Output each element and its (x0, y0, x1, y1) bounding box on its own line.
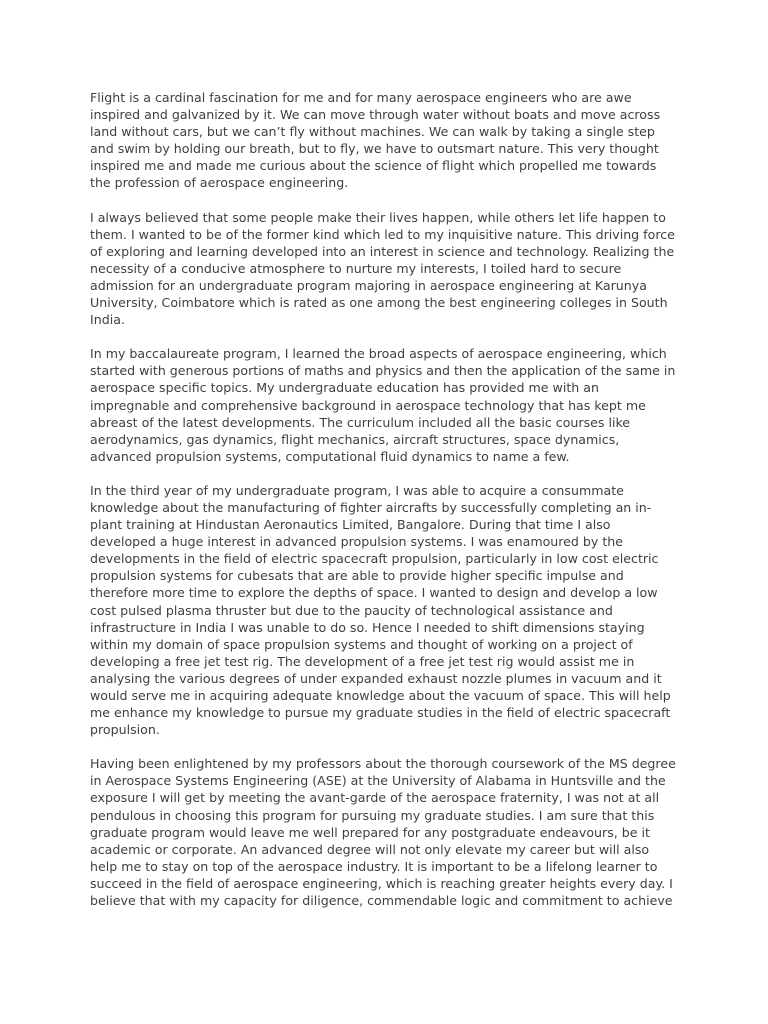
paragraph-5: Having been enlightened by my professors about the thorough coursework of the MS degree in Aerospace Systems Engineering (ASE) at the University of Alabama in Huntsville and the exposure I will get by meeting the avant-garde of the aerospace fraternity, I was not at all pendulous in choosing this program for pursuing my graduate studies. I am sure that this graduate program would leave me well prepared for any postgraduate endeavours, be it academic or corporate. An advanced degree will not only elevate my career but will also help me to stay on top of the aerospace industry. It is important to be a lifelong learner to succeed in the field of aerospace engineering, which is reaching greater heights every day. I believe that with my capacity for diligence, commendable logic and commitment to achieve (90, 756, 676, 909)
paragraph-3: In my baccalaureate program, I learned the broad aspects of aerospace engineering, which started with generous portions of maths and physics and then the application of the same in aerospace specific topics. My undergraduate education has provided me with an impregnable and comprehensive background in aerospace technology that has kept me abreast of the latest developments. The curriculum included all the basic courses like aerodynamics, gas dynamics, flight mechanics, aircraft structures, space dynamics, advanced propulsion systems, computational fluid dynamics to name a few. (90, 346, 676, 464)
paragraph-1: Flight is a cardinal fascination for me and for many aerospace engineers who are awe inspired and galvanized by it. We can move through water without boats and move across land without cars, but we can’t fly without machines. We can walk by taking a single step and swim by holding our breath, but to fly, we have to outsmart nature. This very thought inspired me and made me curious about the science of flight which propelled me towards the profession of aerospace engineering. (90, 90, 661, 191)
paragraph-4: In the third year of my undergraduate program, I was able to acquire a consummate knowledge about the manufacturing of fighter aircrafts by successfully completing an in- plant training at Hindustan Aeronautics Limited, Bangalore. During that time I also developed a huge interest in advanced propulsion systems. I was enamoured by the developments in the field of electric spacecraft propulsion, particularly in low cost electric propulsion systems for cubesats that are able to provide higher specific impulse and therefore more time to explore the depths of space. I wanted to design and develop a low cost pulsed plasma thruster but due to the paucity of technological assistance and infrastructure in India I was unable to do so. Hence I needed to shift dimensions staying within my domain of space propulsion systems and thought of working on a project of developing a free jet test rig. The development of a free jet test rig would assist me in analysing the various degrees of under expanded exhaust nozzle plumes in vacuum and it would serve me in acquiring adequate knowledge about the vacuum of space. This will help me enhance my knowledge to pursue my graduate studies in the field of electric spacecraft propulsion. (90, 482, 671, 738)
document-page (90, 89, 680, 926)
paragraph-2: I always believed that some people make their lives happen, while others let life happen to them. I wanted to be of the former kind which led to my inquisitive nature. This driving force of exploring and learning developed into an interest in science and technology. Realizing the necessity of a conducive atmosphere to nurture my interests, I toiled hard to secure admission for an undergraduate program majoring in aerospace engineering at Karunya University, Coimbatore which is rated as one among the best engineering colleges in South India. (90, 209, 675, 328)
